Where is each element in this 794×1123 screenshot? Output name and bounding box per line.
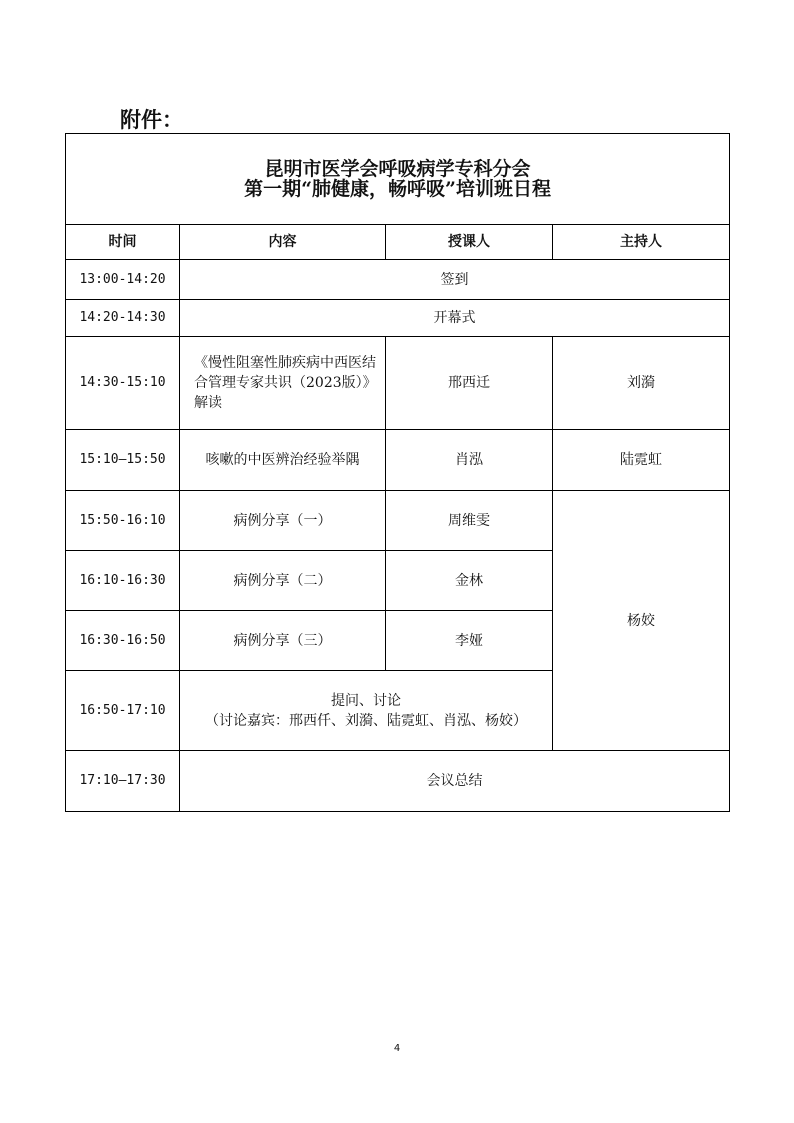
header-row	[66, 225, 730, 260]
header-time: 时间	[66, 225, 180, 260]
schedule-title	[66, 134, 730, 225]
table-row	[66, 300, 730, 337]
row-time: 15:10—15:50	[66, 430, 180, 491]
row-host: 刘漪	[553, 337, 730, 430]
row-lecturer: 肖泓	[386, 430, 553, 491]
row-content: 开幕式	[180, 300, 730, 337]
row-time: 14:30-15:10	[66, 337, 180, 430]
table-row	[66, 491, 730, 551]
row-time: 16:10-16:30	[66, 551, 180, 611]
row-time: 16:30-16:50	[66, 611, 180, 671]
schedule-table	[65, 133, 730, 812]
row-content: 病例分享（二）	[180, 551, 386, 611]
row-lecturer: 邢西迁	[386, 337, 553, 430]
header-lecturer: 授课人	[386, 225, 553, 260]
row-host-merged: 杨姣	[553, 491, 730, 751]
title-line-1: 昆明市医学会呼吸病学专科分会	[264, 158, 531, 180]
row-content: 会议总结	[180, 751, 730, 812]
row-content: 《慢性阻塞性肺疾病中西医结合管理专家共识（2023版）》解读	[180, 337, 386, 430]
row-time: 13:00-14:20	[66, 260, 180, 300]
row-time: 17:10—17:30	[66, 751, 180, 812]
title-row	[66, 134, 730, 225]
table-row	[66, 751, 730, 812]
attachment-label: 附件：	[120, 108, 183, 132]
header-content: 内容	[180, 225, 386, 260]
row-host: 陆霓虹	[553, 430, 730, 491]
discussion-title: 提问、讨论	[331, 692, 401, 709]
row-content-discussion	[180, 671, 553, 751]
header-host: 主持人	[553, 225, 730, 260]
row-lecturer: 周维雯	[386, 491, 553, 551]
row-content: 签到	[180, 260, 730, 300]
discussion-guests: （讨论嘉宾：邢西仟、刘漪、陆霓虹、肖泓、杨姣）	[205, 712, 527, 729]
row-content: 咳嗽的中医辨治经验举隅	[180, 430, 386, 491]
row-lecturer: 李娅	[386, 611, 553, 671]
title-line-2: 第一期“肺健康，畅呼吸”培训班日程	[244, 178, 551, 200]
page-number: 4	[393, 1043, 401, 1054]
row-time: 16:50-17:10	[66, 671, 180, 751]
row-time: 14:20-14:30	[66, 300, 180, 337]
row-time: 15:50-16:10	[66, 491, 180, 551]
table-row	[66, 430, 730, 491]
table-row	[66, 337, 730, 430]
row-content: 病例分享（一）	[180, 491, 386, 551]
row-lecturer: 金林	[386, 551, 553, 611]
row-content: 病例分享（三）	[180, 611, 386, 671]
table-row	[66, 260, 730, 300]
